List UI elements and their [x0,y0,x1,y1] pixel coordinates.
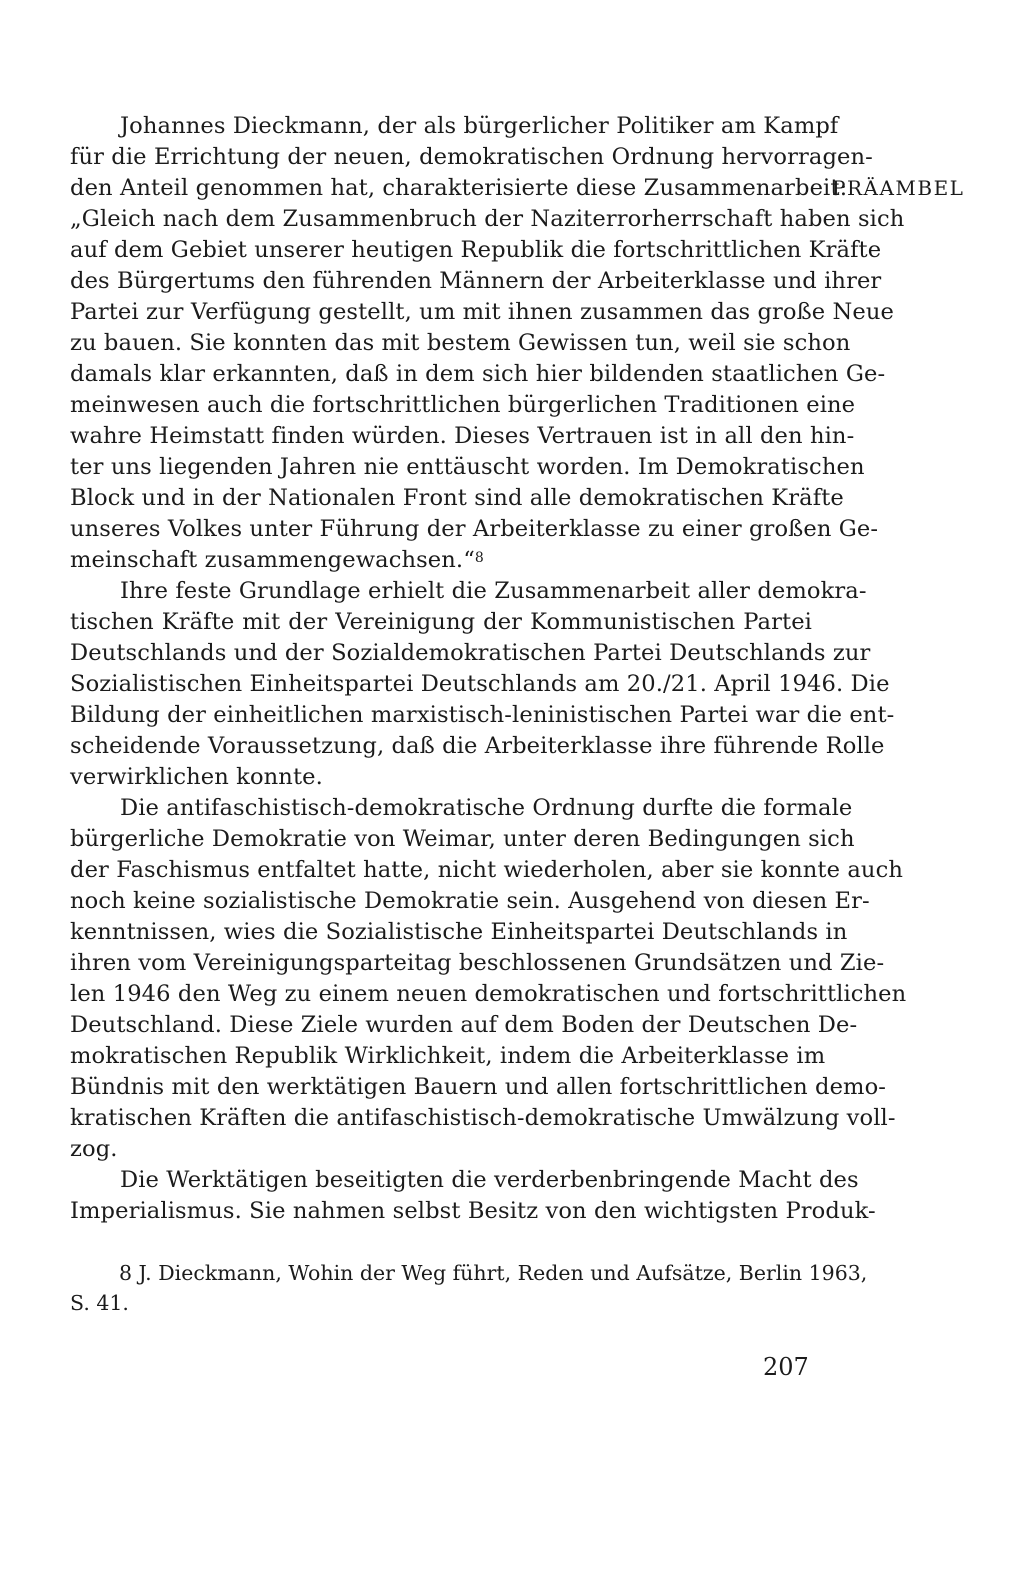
text-line: len 1946 den Weg zu einem neuen demokratischen und fortschrittlichen [70,981,907,1007]
text-line: „Gleich nach dem Zusammenbruch der Naziterrorherrschaft haben sich [70,206,905,232]
text-line: zog. [70,1136,118,1162]
text-line: des Bürgertums den führenden Männern der Arbeiterklasse und ihrer [70,268,882,294]
text-line: Block und in der Nationalen Front sind alle demokratischen Kräfte [70,485,844,511]
text-line: meinwesen auch die fortschrittlichen bürgerlichen Traditionen eine [70,392,856,418]
text-line: meinschaft zusammengewachsen.“ [70,547,475,573]
text-line: Partei zur Verfügung gestellt, um mit ihnen zusammen das große Neue [70,299,895,325]
text-line: tischen Kräfte mit der Vereinigung der Kommunistischen Partei [70,609,812,635]
text-line: Die antifaschistisch-demokratische Ordnung durfte die formale [120,795,853,821]
text-line: der Faschismus entfaltet hatte, nicht wiederholen, aber sie konnte auch [70,857,903,883]
text-line: bürgerliche Demokratie von Weimar, unter deren Bedingungen sich [70,826,855,852]
text-line: den Anteil genommen hat, charakterisierte diese Zusammenarbeit: [70,175,848,201]
text-line: Bündnis mit den werktätigen Bauern und allen fortschrittlichen demo- [70,1074,887,1100]
text-line: unseres Volkes unter Führung der Arbeiterklasse zu einer großen Ge- [70,516,879,542]
text-line: mokratischen Republik Wirklichkeit, indem die Arbeiterklasse im [70,1043,826,1069]
text-line: damals klar erkannten, daß in dem sich hier bildenden staatlichen Ge- [70,361,886,387]
text-line: auf dem Gebiet unserer heutigen Republik die fortschrittlichen Kräfte [70,237,882,263]
text-line: kratischen Kräften die antifaschistisch-demokratische Umwälzung voll- [70,1105,896,1131]
footnote-line: S. 41. [70,1291,129,1315]
text-line: Imperialismus. Sie nahmen selbst Besitz von den wichtigsten Produk- [70,1198,876,1224]
text-line: noch keine sozialistische Demokratie sein. Ausgehend von diesen Er- [70,888,870,914]
text-line: wahre Heimstatt finden würden. Dieses Vertrauen ist in all den hin- [70,423,855,449]
text-line: Die Werktätigen beseitigten die verderbenbringende Macht des [120,1167,859,1193]
text-line: verwirklichen konnte. [70,764,323,790]
footnote [70,1258,868,1318]
text-line: Bildung der einheitlichen marxistisch-leninistischen Partei war die ent- [70,702,895,728]
footnote-line: 8 J. Dieckmann, Wohin der Weg führt, Reden und Aufsätze, Berlin 1963, [119,1261,868,1285]
text-line: Sozialistischen Einheitspartei Deutschlands am 20./21. April 1946. Die [70,671,890,697]
page-number: 207 [763,1353,809,1381]
text-line-with-footnote [70,545,812,576]
text-line: kenntnissen, wies die Sozialistische Einheitspartei Deutschlands in [70,919,848,945]
text-line: Deutschlands und der Sozialdemokratischen Partei Deutschlands zur [70,640,871,666]
text-line: für die Errichtung der neuen, demokratischen Ordnung hervorragen- [70,144,873,170]
text-line: scheidende Voraussetzung, daß die Arbeiterklasse ihre führende Rolle [70,733,885,759]
footnote-reference: 8 [474,550,484,566]
text-line: Johannes Dieckmann, der als bürgerlicher Politiker am Kampf [120,113,839,139]
margin-heading: PRÄAMBEL [832,176,965,200]
text-line: Deutschland. Diese Ziele wurden auf dem Boden der Deutschen De- [70,1012,858,1038]
text-line: ihren vom Vereinigungsparteitag beschlossenen Grundsätzen und Zie- [70,950,885,976]
text-line: ter uns liegenden Jahren nie enttäuscht worden. Im Demokratischen [70,454,865,480]
text-line: zu bauen. Sie konnten das mit bestem Gewissen tun, weil sie schon [70,330,851,356]
text-line: Ihre feste Grundlage erhielt die Zusammenarbeit aller demokra- [120,578,867,604]
